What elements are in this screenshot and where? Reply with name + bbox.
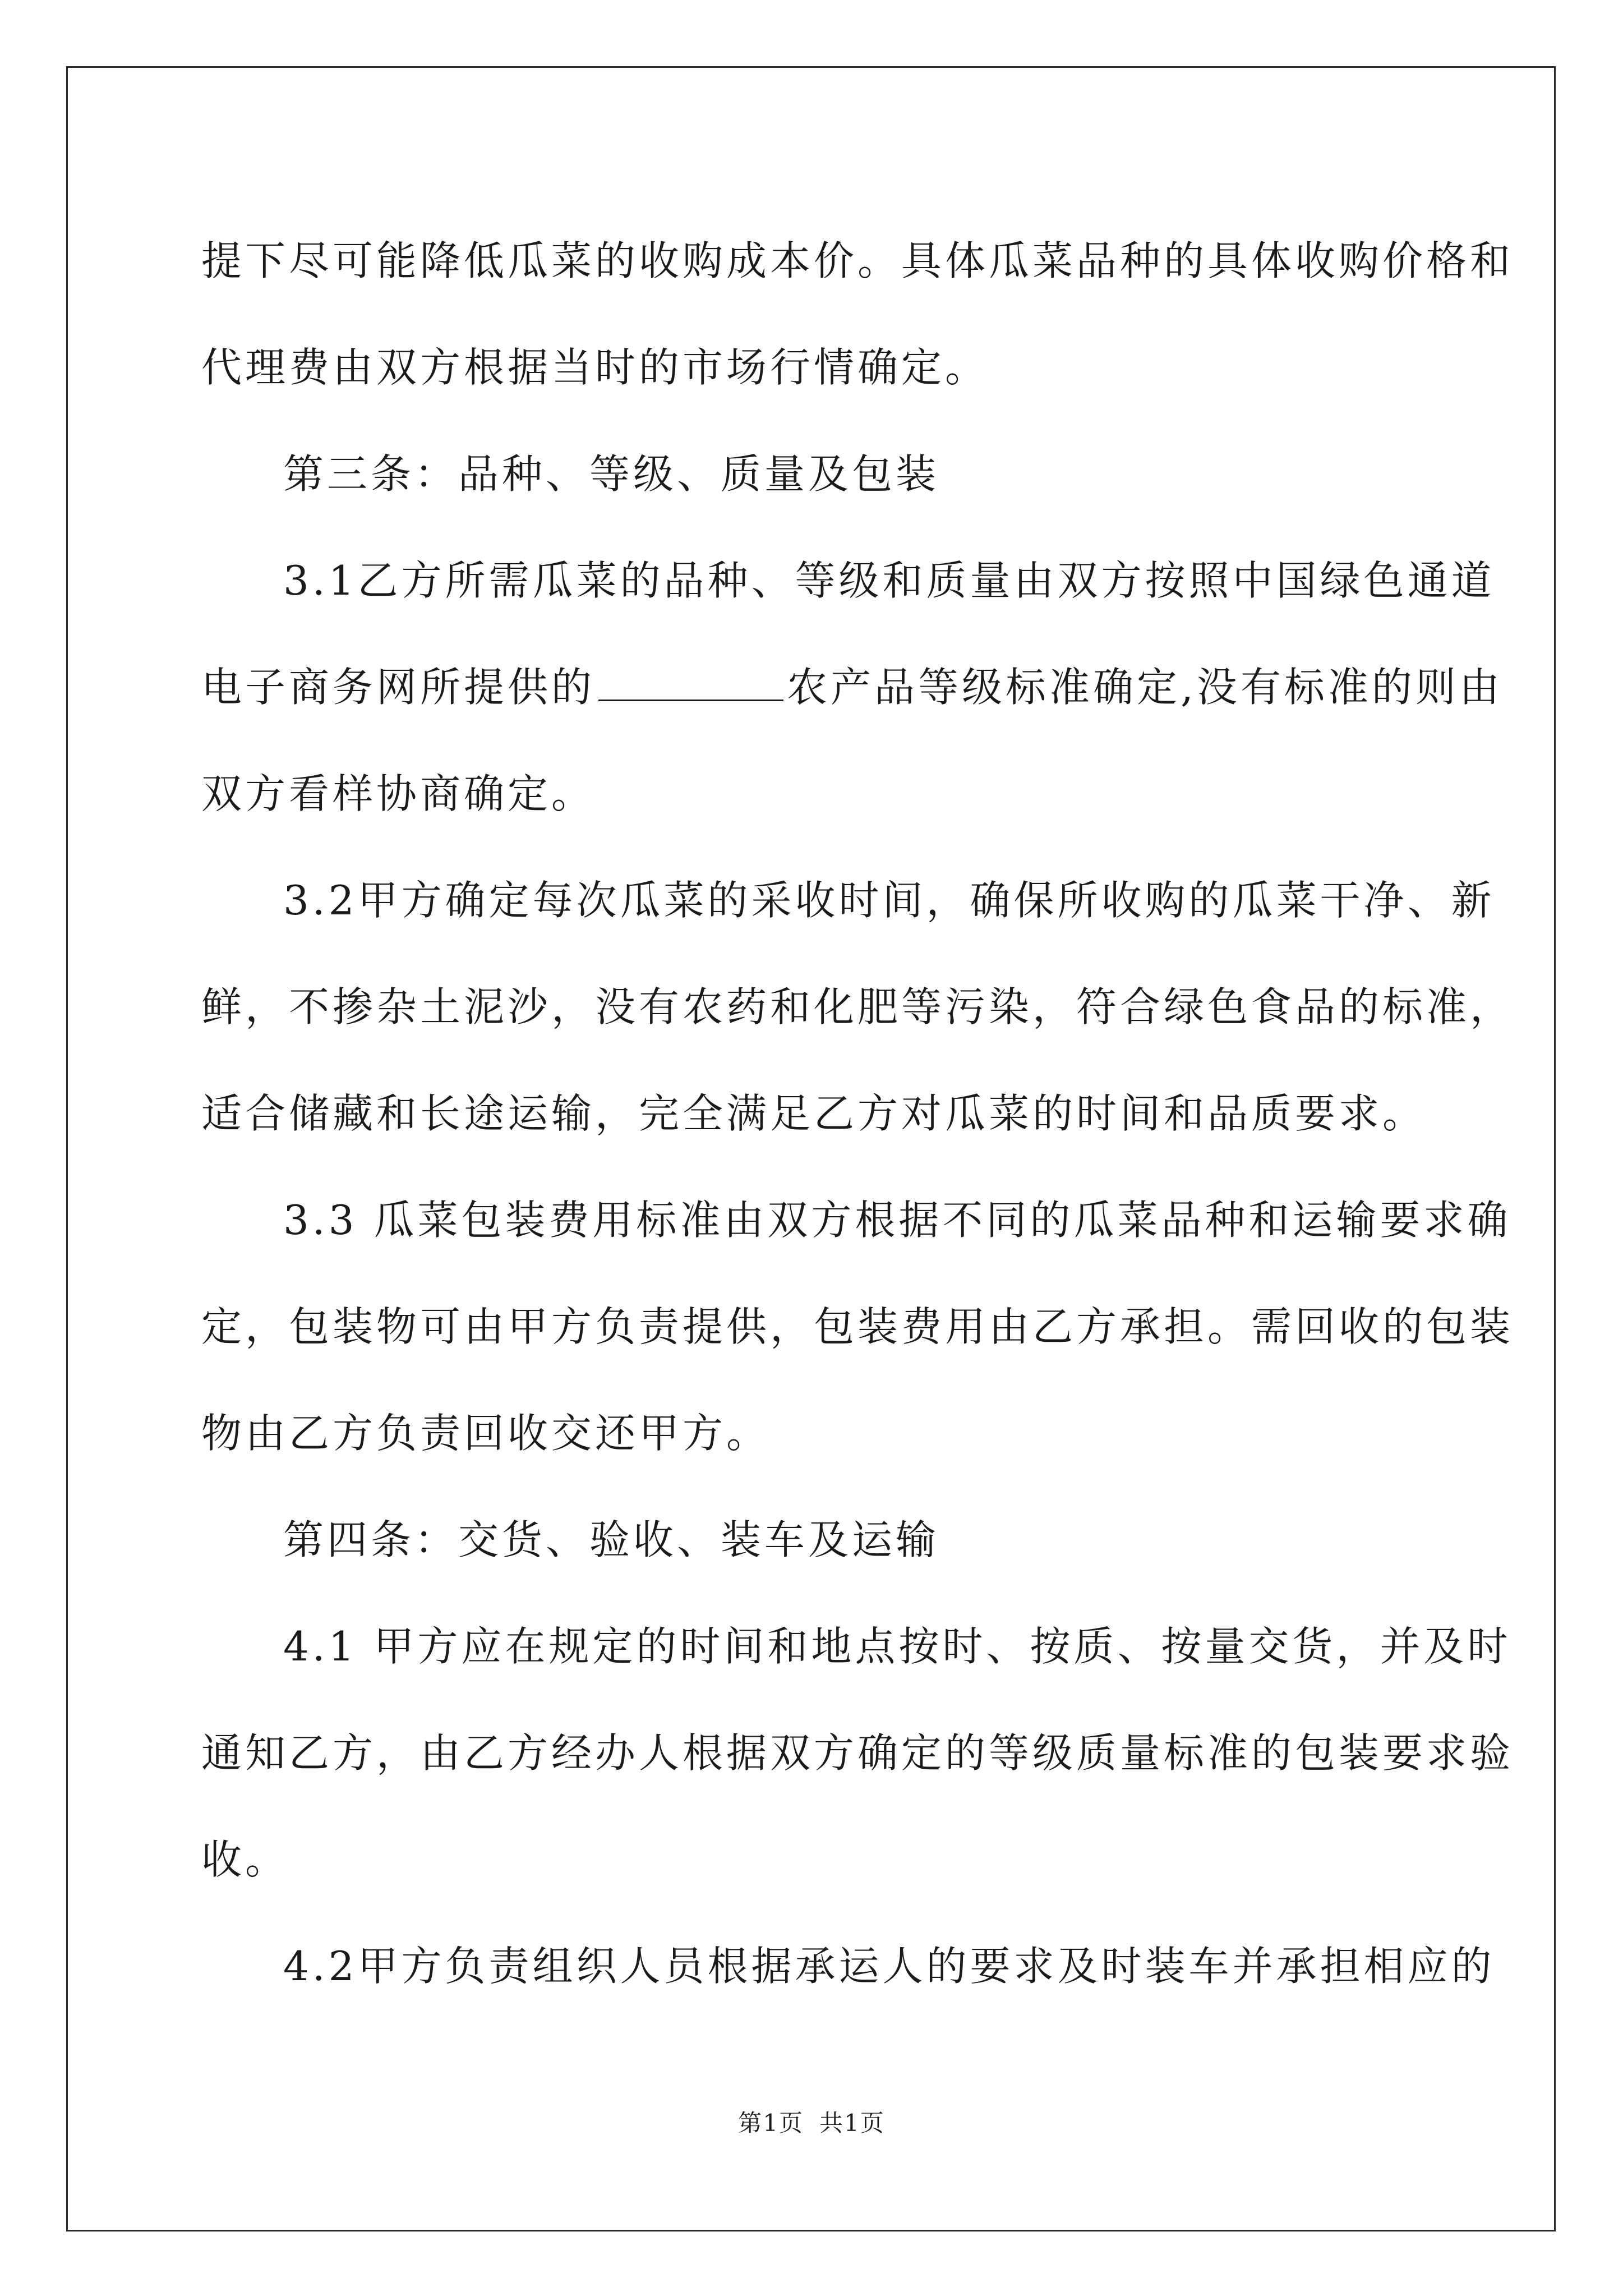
text-after-blank: 农产品等级标准确定,没有标准的则由 xyxy=(787,664,1503,711)
text-before-blank: 电子商务网所提供的 xyxy=(201,664,596,711)
page-total: 共1页 xyxy=(819,2109,885,2137)
paragraph-line: 3.3 瓜菜包装费用标准由双方根据不同的瓜菜品种和运输要求确 xyxy=(283,1197,1511,1244)
paragraph-line: 双方看样协商确定。 xyxy=(201,770,596,817)
paragraph-line: 4.2甲方负责组织人员根据承运人的要求及时装车并承担相应的 xyxy=(283,1943,1495,1990)
section-heading-4: 第四条：交货、验收、装车及运输 xyxy=(283,1516,940,1563)
paragraph-line: 3.1乙方所需瓜菜的品种、等级和质量由双方按照中国绿色通道 xyxy=(283,557,1495,604)
paragraph-line-with-blank xyxy=(201,634,1503,740)
page-footer xyxy=(0,2105,1623,2138)
page-number: 第1页 xyxy=(738,2109,804,2137)
paragraph-line: 定，包装物可由甲方负责提供，包装费用由乙方承担。需回收的包装 xyxy=(201,1303,1514,1350)
paragraph-line: 提下尽可能降低瓜菜的收购成本价。具体瓜菜品种的具体收购价格和 xyxy=(201,237,1514,284)
paragraph-line: 物由乙方负责回收交还甲方。 xyxy=(201,1410,771,1457)
paragraph-line: 适合储藏和长途运输，完全满足乙方对瓜菜的时间和品质要求。 xyxy=(201,1090,1427,1137)
paragraph-line: 代理费由双方根据当时的市场行情确定。 xyxy=(201,344,989,391)
fill-in-blank xyxy=(598,668,783,701)
paragraph-line: 4.1 甲方应在规定的时间和地点按时、按质、按量交货，并及时 xyxy=(283,1623,1511,1670)
paragraph-line: 鲜，不掺杂土泥沙，没有农药和化肥等污染，符合绿色食品的标准， xyxy=(201,983,1514,1030)
paragraph-line: 收。 xyxy=(201,1836,289,1883)
paragraph-line: 3.2甲方确定每次瓜菜的采收时间，确保所收购的瓜菜干净、新 xyxy=(283,877,1495,924)
section-heading-3: 第三条：品种、等级、质量及包装 xyxy=(283,450,940,498)
paragraph-line: 通知乙方，由乙方经办人根据双方确定的等级质量标准的包装要求验 xyxy=(201,1729,1514,1777)
document-body xyxy=(201,208,1514,2019)
